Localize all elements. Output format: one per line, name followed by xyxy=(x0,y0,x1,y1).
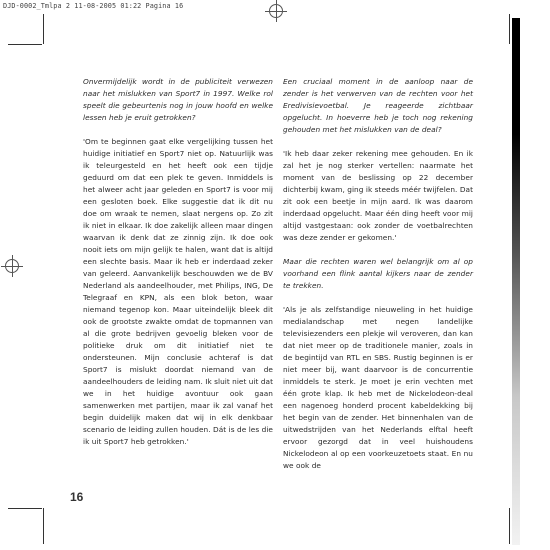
text-column-right xyxy=(283,76,473,472)
print-slug: DJD-0002_Tmlpa 2 11-08-2005 01:22 Pagina 16 xyxy=(3,2,184,10)
page-number: 16 xyxy=(70,490,84,504)
interview-answer: 'Als je als zelfstandige nieuweling in het huidige medialandschap met negen landelijke televisiezenders een plekje wil veroveren, dan kan dat niet meer op de traditionele manier, zoals in de begintijd van RTL en SBS. Rustig beginnen is er niet meer bij, want daarvoor is de concurrentie inmiddels te sterk. Je moet je erin vechten met één grote klap. Ik heb met de Nickelodeon-deal een nagenoeg honderd procent kabeldekking bij het begin van de zender. Het binnenhalen van de uitwedstrijden van het Nederlands elftal heeft ervoor gezorgd dat in veel huishoudens Nickelodeon al op een voorkeuzetoets staat. En nu we ook de xyxy=(283,305,473,470)
crop-mark-left-bottom xyxy=(8,508,42,509)
interview-answer: 'Ik heb daar zeker rekening mee gehouden. En ik zal het je nog sterker vertellen: naarmate het moment van de beslissing op 22 december dichterbij kwam, ging ik steeds méér twijfelen. Dat zit ook een beetje in mijn aard. Ik was daarom inderdaad opgelucht. Maar één ding heeft voor mij altijd vastgestaan: ook zonder de voetbalrechten was deze zender er gekomen.' xyxy=(283,149,473,242)
crop-mark-top-right xyxy=(509,14,510,44)
interview-question: Maar die rechten waren wel belangrijk om al op voorhand een flink aantal kijkers naar de zender te trekken. xyxy=(283,257,473,290)
crop-mark-bottom-right xyxy=(509,508,510,544)
text-column-left xyxy=(83,76,273,448)
interview-question: Onvermijdelijk wordt in de publiciteit verwezen naar het mislukken van Sport7 in 1997. Welke rol speelt die gebeurtenis nog in jouw hoofd en welke lessen heb je eruit getrokken? xyxy=(83,77,273,122)
registration-mark-left xyxy=(5,259,19,273)
interview-question: Een cruciaal moment in de aanloop naar de zender is het verwerven van de rechten voor het Eredivisievoetbal. Je reageerde zichtbaar opgelucht. In hoeverre heb je toch nog rekening gehouden met het mislukken van de deal? xyxy=(283,77,473,134)
interview-answer: 'Om te beginnen gaat elke vergelijking tussen het huidige initiatief en Sport7 niet op. Natuurlijk was ik teleurgesteld en het heeft ook een tijdje geduurd om dat een plek te geven. Inmiddels is het alweer acht jaar geleden en Sport7 is voor mij een gesloten boek. Elke suggestie dat ik dit nu doe om wraak te nemen, slaat nergens op. Zo zit ik niet in elkaar. Ik doe zakelijk alleen maar dingen waarvan ik denk dat ze zinnig zijn. Ik doe ook nooit iets om mijn gelijk te halen, want dat is altijd een slechte basis. Maar ik heb er inderdaad zeker van geleerd. Aanvankelijk beschouwden we de BV Nederland als aandeelhouder, met Philips, ING, De Telegraaf en KPN, als een blok beton, waar niemand tegenop kon. Maar uiteindelijk bleek dit ook de grootste zwakte omdat de topmannen van al die grote bedrijven gevoelig bleken voor de politieke druk om dit initiatief niet te ondersteunen. Mijn conclusie achteraf is dat Sport7 is mislukt doordat niemand van de aandeelhouders de leiding nam. Ik sluit niet uit dat we in het huidige avontuur ook gaan samenwerken met partijen, maar ik zal vanaf het begin duidelijk maken dat wij in elk denkbaar scenario de leiding zullen houden. Dát is de les die ik uit Sport7 heb getrokken.' xyxy=(83,137,273,446)
edge-bleed-gradient xyxy=(512,18,520,545)
crop-mark-top-left xyxy=(43,14,44,44)
crop-mark-left-top xyxy=(8,44,42,45)
registration-mark-top xyxy=(269,4,283,18)
crop-mark-bottom-left xyxy=(43,508,44,544)
